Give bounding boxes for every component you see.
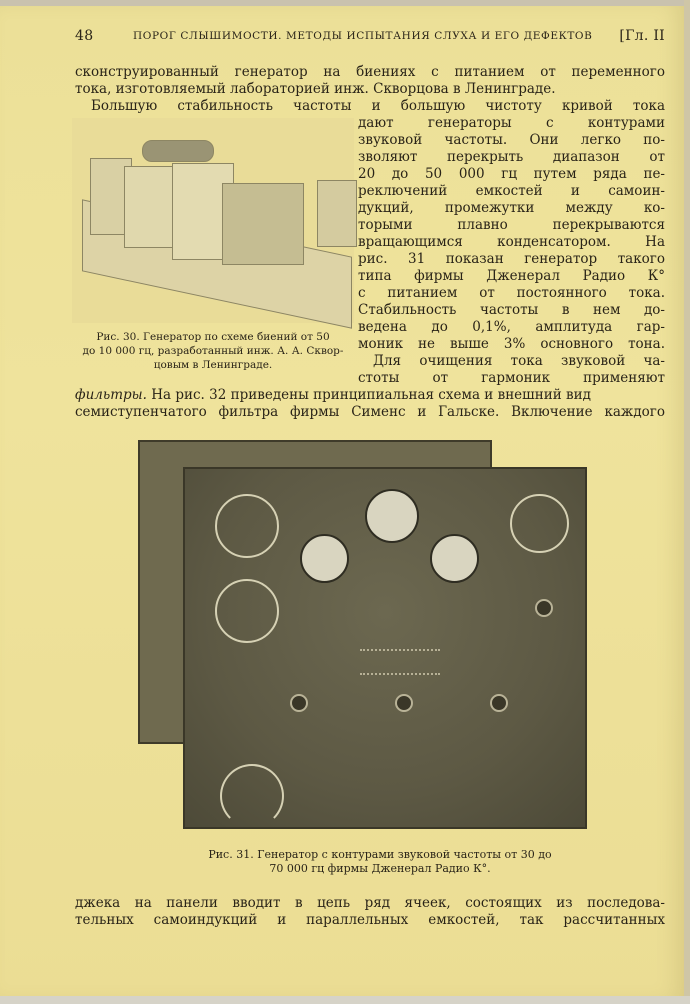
knob (290, 694, 308, 712)
body-line: семиступенчатого фильтра фирмы Сименс и Гальске. Включение каждого (75, 404, 665, 420)
dial-scale (215, 494, 279, 558)
body-line: тельных самоиндукций и параллельных емкостей, так рассчитанных (75, 912, 665, 928)
body-line: тока, изготовляемый лабораторией инж. Скворцова в Ленинграде. (75, 81, 556, 97)
generator-tube (142, 140, 214, 162)
body-line: звуковой частоты. Они легко по- (358, 132, 665, 148)
generator-block (317, 180, 357, 247)
figure-31-caption (110, 848, 650, 876)
figure-30-caption (75, 330, 351, 372)
caption-line: 70 000 гц фирмы Дженерал Радио К°. (269, 862, 491, 875)
body-line: типа фирмы Дженерал Радио К° (358, 268, 665, 284)
generator-block (124, 166, 176, 248)
body-line: рис. 31 показан генератор такого (358, 251, 665, 267)
paragraph-start: Большую стабильность частоты и большую чистоту кривой тока (91, 98, 665, 114)
generator-block (222, 183, 304, 265)
body-line: стоты от гармоник применяют (358, 370, 665, 386)
body-line: с питанием от постоянного тока. (358, 285, 665, 301)
body-line: 20 до 50 000 гц путем ряда пе- (358, 166, 665, 182)
body-line-filters (75, 387, 665, 404)
caption-line: до 10 000 гц, разработанный инж. А. А. Сквор- (82, 345, 344, 357)
body-line: зволяют перекрыть диапазон от (358, 149, 665, 165)
caption-line: цовым в Ленинграде. (153, 359, 273, 371)
body-line: сконструированный генератор на биениях с питанием от переменного (75, 64, 665, 80)
caption-line: Рис. 30. Генератор по схеме биений от 50 (96, 331, 330, 343)
chapter-reference: [Гл. II (619, 28, 665, 44)
knob (535, 599, 553, 617)
body-line: моник не выше 3% основного тона. (358, 336, 665, 352)
caption-line: Рис. 31. Генератор с контурами звуковой частоты от 30 до (208, 848, 552, 861)
body-line: вращающимся конденсатором. На (358, 234, 665, 250)
paragraph-start: Для очищения тока звуковой ча- (373, 353, 665, 369)
body-line: ведена до 0,1%, амплитуда гар- (358, 319, 665, 335)
body-line-text: На рис. 32 приведены принципиальная схема и внешний вид (146, 387, 591, 403)
meter-gauge (365, 489, 419, 543)
body-line: Стабильность частоты в нем до- (358, 302, 665, 318)
knob (395, 694, 413, 712)
running-title: ПОРОГ СЛЫШИМОСТИ. МЕТОДЫ ИСПЫТАНИЯ СЛУХА И ЕГО ДЕФЕКТОВ (133, 30, 593, 42)
figure-31-photo (138, 440, 583, 825)
term-filters: фильтры. (75, 387, 147, 403)
page-number: 48 (75, 28, 94, 44)
scan-border-right (684, 0, 690, 1004)
dial-scale (220, 764, 284, 828)
meter-gauge (430, 534, 479, 583)
instrument-front-panel (183, 467, 587, 829)
body-line: торыми плавно перекрываются (358, 217, 665, 233)
running-head (75, 28, 665, 48)
knob (490, 694, 508, 712)
meter-gauge (300, 534, 349, 583)
scan-border-top (0, 0, 690, 6)
body-line: джека на панели вводит в цепь ряд ячеек, состоящих из последова- (75, 895, 665, 911)
nameplate (360, 649, 440, 675)
dial-scale (510, 494, 569, 553)
scan-border-bottom (0, 996, 690, 1004)
dial-scale (215, 579, 279, 643)
body-line: дукций, промежутки между ко- (358, 200, 665, 216)
figure-30-photo (72, 118, 354, 323)
body-line: реключений емкостей и самоин- (358, 183, 665, 199)
body-line: дают генераторы с контурами (358, 115, 665, 131)
